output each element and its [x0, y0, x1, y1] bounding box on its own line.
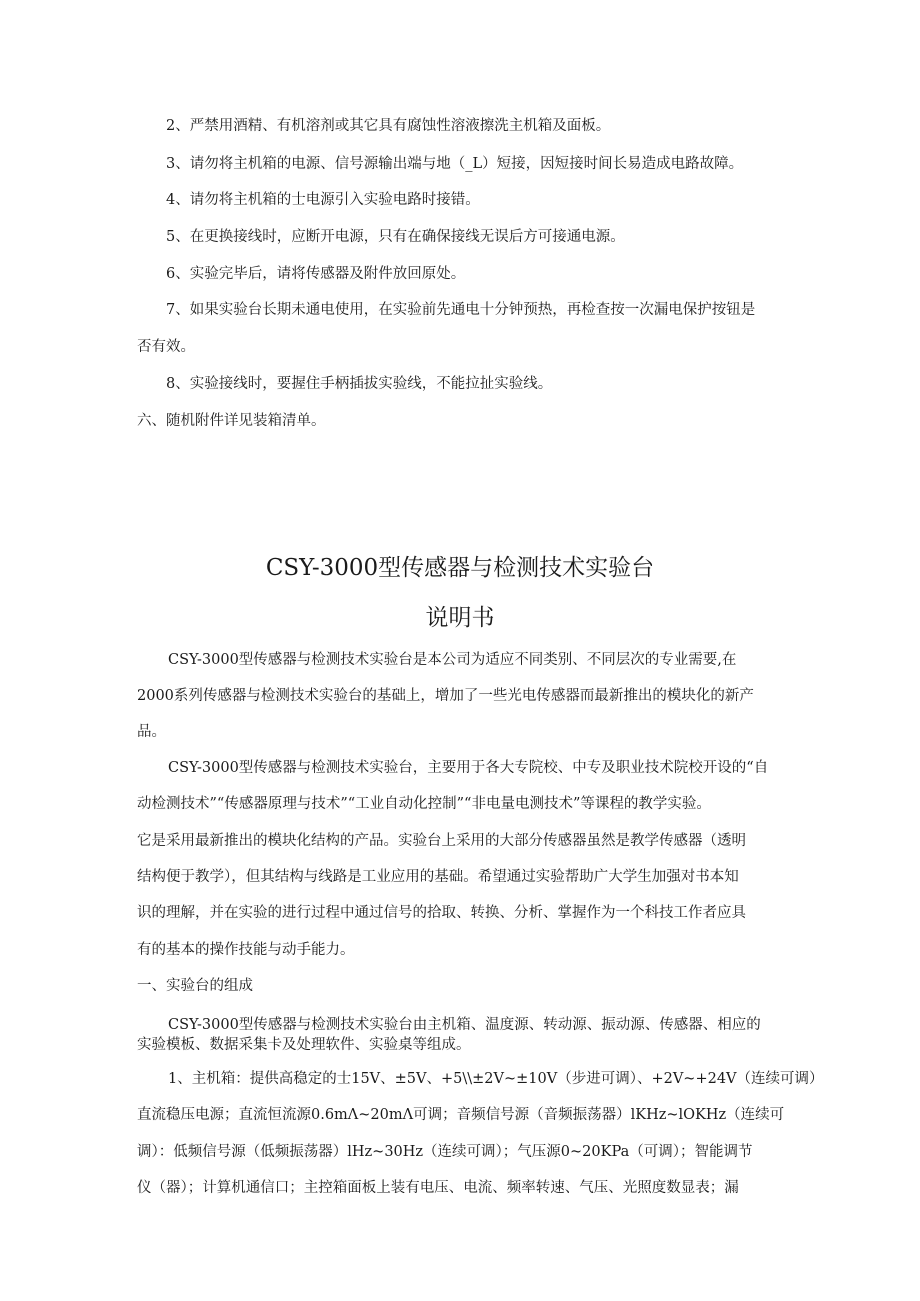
usage-line-4: 结构便于教学），但其结构与线路是工业应用的基础。希望通过实验帮助广大学生加强对书本知 — [137, 869, 739, 885]
note-item-7-line-1: 7、如果实验台长期未通电使用，在实验前先通电十分钟预热，再检查按一次漏电保护按钮是 — [166, 302, 756, 318]
composition-line-1: CSY-3000型传感器与检测技术实验台由主机箱、温度源、转动源、振动源、传感器、相应的 — [168, 1017, 761, 1033]
section-1-heading: 一、实验台的组成 — [137, 978, 253, 994]
manual-title: CSY-3000型传感器与检测技术实验台 — [265, 555, 655, 581]
usage-line-6: 有的基本的操作技能与动手能力。 — [137, 942, 355, 958]
usage-line-5: 识的理解，并在实验的进行过程中通过信号的拾取、转换、分析、掌握作为一个科技工作者应具 — [137, 905, 746, 921]
mainbox-line-2: 直流稳压电源；直流恒流源0.6mΛ~20mΛ可调；音频信号源（音频振荡器）lKHz~lOKHz（连续可 — [137, 1107, 785, 1123]
mainbox-line-4: 仪（器）；计算机通信口；主控箱面板上装有电压、电流、频率转速、气压、光照度数显表；漏 — [137, 1180, 739, 1196]
note-item-8: 8、实验接线时，要握住手柄插拔实验线，不能拉扯实验线。 — [166, 376, 553, 392]
manual-subtitle: 说明书 — [425, 605, 495, 631]
composition-line-2: 实验模板、数据采集卡及处理软件、实验桌等组成。 — [137, 1037, 471, 1053]
note-item-6: 6、实验完毕后，请将传感器及附件放回原处。 — [166, 266, 466, 282]
mainbox-line-3: 调）：低频信号源（低频振荡器）lHz~30Hz（连续可调）；气压源0~20KPa（可调）；智能调节 — [137, 1144, 753, 1160]
note-item-7-line-2: 否有效。 — [137, 339, 195, 355]
usage-line-2: 动检测技术”“传感器原理与技术”“工业自动化控制”“非电量电测技术”等课程的教学实验。 — [137, 796, 711, 812]
intro-line-3: 品。 — [137, 724, 166, 740]
usage-line-3: 它是采用最新推出的模块化结构的产品。实验台上采用的大部分传感器虽然是教学传感器（透明 — [137, 833, 746, 849]
usage-line-1: CSY-3000型传感器与检测技术实验台，主要用于各大专院校、中专及职业技术院校开设的“自 — [168, 760, 769, 776]
intro-line-1: CSY-3000型传感器与检测技术实验台是本公司为适应不同类别、不同层次的专业需要,在 — [168, 652, 737, 668]
intro-line-2: 2000系列传感器与检测技术实验台的基础上，增加了一些光电传感器而最新推出的模块化的新产 — [137, 688, 754, 704]
mainbox-line-1: 1、主机箱：提供高稳定的士15V、±5V、+5\\±2V~±10V（步进可调）、+2V~+24V（连续可调） — [168, 1071, 824, 1087]
note-item-3: 3、请勿将主机箱的电源、信号源输出端与地（_L）短接，因短接时间长易造成电路故障。 — [166, 156, 744, 172]
note-item-2: 2、严禁用酒精、有机溶剂或其它具有腐蚀性溶液擦洗主机箱及面板。 — [166, 118, 611, 134]
note-item-5: 5、在更换接线时，应断开电源，只有在确保接线无误后方可接通电源。 — [166, 229, 625, 245]
section-6-heading: 六、随机附件详见装箱清单。 — [137, 413, 326, 429]
note-item-4: 4、请勿将主机箱的士电源引入实验电路时接错。 — [166, 192, 480, 208]
